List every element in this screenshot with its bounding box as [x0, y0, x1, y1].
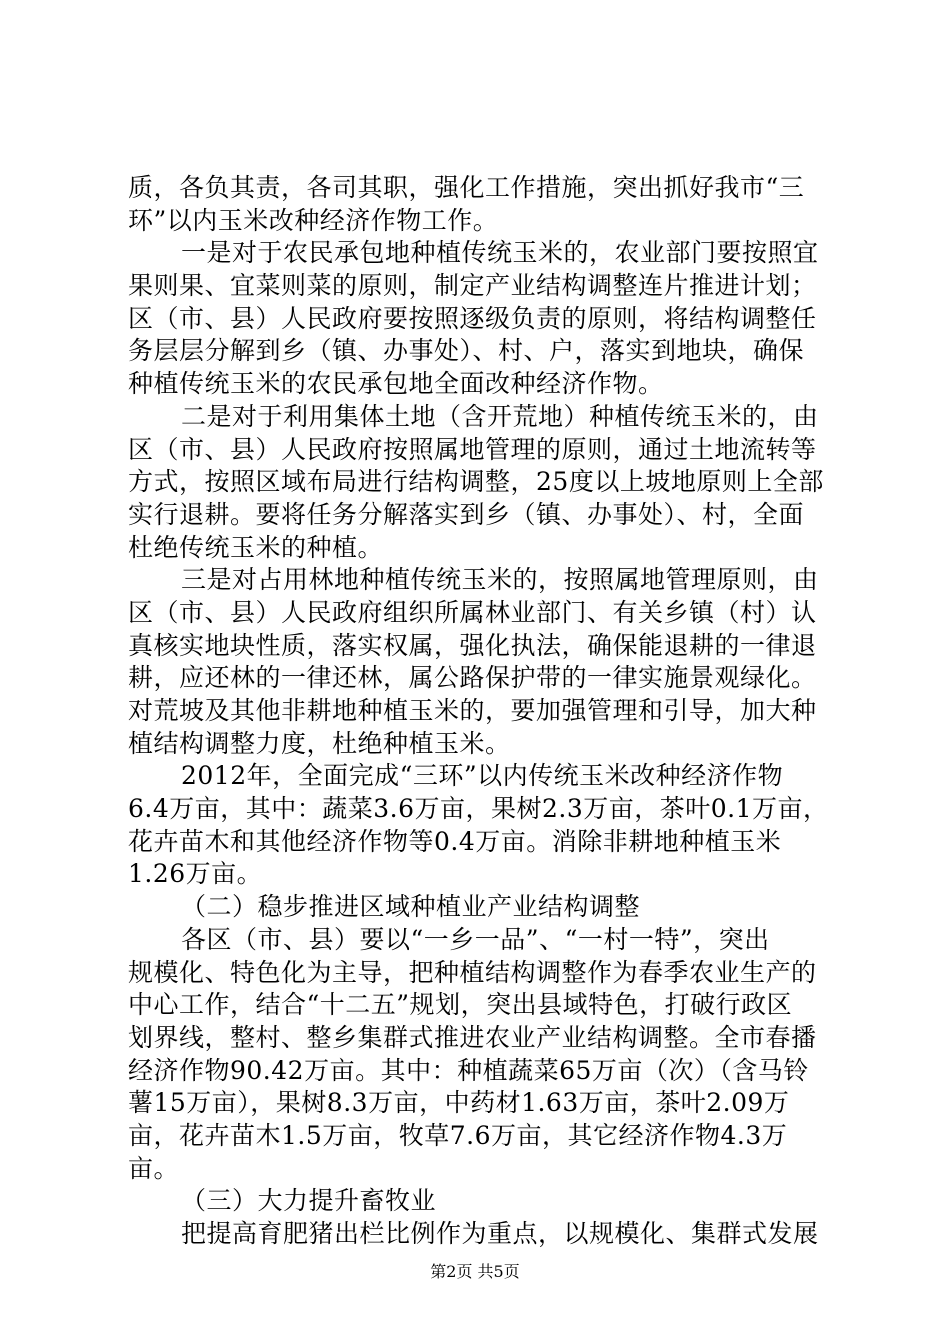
page-number: 第2页 共5页 [430, 1262, 520, 1281]
text-line: 区（市、县）人民政府要按照逐级负责的原则，将结构调整任 [128, 303, 817, 333]
text-line: 二是对于利用集体土地（含开荒地）种植传统玉米的，由 [181, 401, 819, 431]
text-line: 规模化、特色化为主导，把种植结构调整作为春季农业生产的 [128, 957, 817, 987]
document-body [128, 172, 840, 1251]
text-line: 果则果、宜菜则菜的原则，制定产业结构调整连片推进计划； [128, 271, 817, 301]
text-line: 花卉苗木和其他经济作物等0.4万亩。消除非耕地种植玉米 [128, 826, 782, 856]
text-line: 种植传统玉米的农民承包地全面改种经济作物。 [128, 369, 664, 399]
text-line: 一是对于农民承包地种植传统玉米的，农业部门要按照宜 [181, 238, 819, 268]
text-line: 6.4万亩，其中：蔬菜3.6万亩，果树2.3万亩，茶叶0.1万亩， [128, 794, 829, 824]
text-line: 方式，按照区域布局进行结构调整，25度以上坡地原则上全部 [128, 467, 824, 497]
text-line: 杜绝传统玉米的种植。 [128, 532, 384, 562]
text-line: 把提高育肥猪出栏比例作为重点，以规模化、集群式发展 [181, 1219, 819, 1248]
text-line: 务层层分解到乡（镇、办事处）、村、户，落实到地块，确保 [128, 336, 805, 366]
text-line: 区（市、县）人民政府按照属地管理的原则，通过土地流转等 [128, 434, 817, 464]
text-line: 植结构调整力度，杜绝种植玉米。 [128, 728, 511, 758]
section-heading: （三）大力提升畜牧业 [181, 1186, 437, 1216]
text-line: 各区（市、县）要以“一乡一品”、“一村一特”，突出 [181, 924, 770, 954]
text-line: 亩。 [128, 1153, 180, 1183]
text-line: 经济作物90.42万亩。其中：种植蔬菜65万亩（次）（含马铃 [128, 1055, 809, 1085]
text-line: 环”以内玉米改种经济作物工作。 [128, 205, 499, 235]
text-line: 薯15万亩），果树8.3万亩，中药材1.63万亩，茶叶2.09万 [128, 1088, 790, 1118]
text-line: 三是对占用林地种植传统玉米的，按照属地管理原则，由 [181, 565, 819, 595]
text-line: 2012年，全面完成“三环”以内传统玉米改种经济作物 [181, 761, 784, 791]
text-line: 对荒坡及其他非耕地种植玉米的，要加强管理和引导，加大种 [128, 696, 817, 725]
text-line: 中心工作，结合“十二五”规划，突出县域特色，打破行政区 [128, 990, 793, 1020]
text-line: 区（市、县）人民政府组织所属林业部门、有关乡镇（村）认 [128, 597, 817, 627]
text-line: 真核实地块性质，落实权属，强化执法，确保能退耕的一律退 [128, 630, 817, 660]
text-line: 划界线，整村、整乡集群式推进农业产业结构调整。全市春播 [128, 1022, 817, 1052]
text-line: 质，各负其责，各司其职，强化工作措施，突出抓好我市“三 [128, 173, 805, 202]
text-line: 实行退耕。要将任务分解落实到乡（镇、办事处）、村，全面 [128, 499, 805, 529]
text-line: 亩，花卉苗木1.5万亩，牧草7.6万亩，其它经济作物4.3万 [128, 1120, 788, 1150]
text-line: 1.26万亩。 [128, 859, 263, 889]
text-line: 耕，应还林的一律还林，属公路保护带的一律实施景观绿化。 [128, 663, 817, 693]
section-heading: （二）稳步推进区域种植业产业结构调整 [181, 892, 641, 922]
